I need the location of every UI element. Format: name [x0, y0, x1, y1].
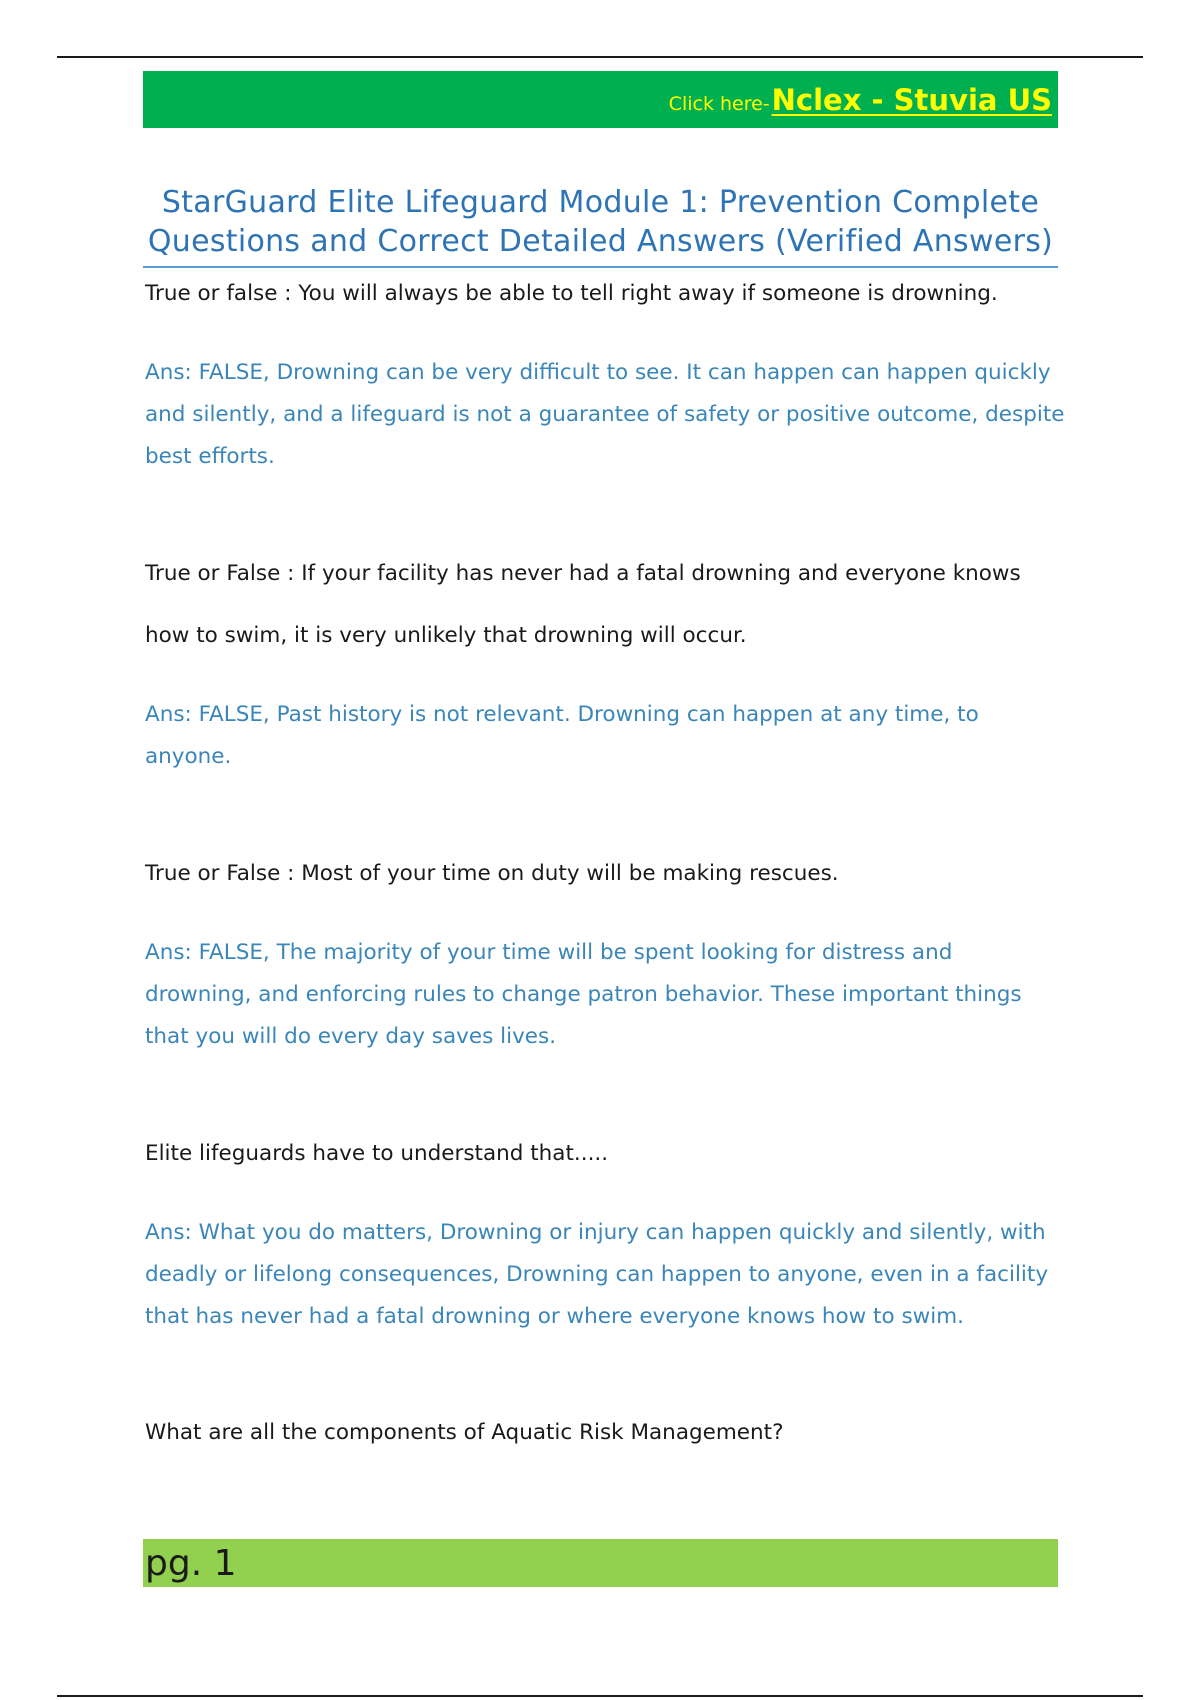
question-3: True or False : Most of your time on duty will be making rescues. [145, 861, 839, 886]
title-line-2: Questions and Correct Detailed Answers (Verified Answers) [147, 224, 1054, 259]
answer-2-line: Ans: FALSE, Past history is not relevant. Drowning can happen at any time, to [145, 702, 979, 727]
answer-4-line: Ans: What you do matters, Drowning or injury can happen quickly and silently, with [145, 1220, 1046, 1245]
answer-3 [145, 932, 1065, 1058]
title-underline [143, 266, 1058, 268]
answer-1 [145, 352, 1065, 478]
question-1: True or false : You will always be able to tell right away if someone is drowning. [145, 281, 998, 306]
answer-4-line: deadly or lifelong consequences, Drowning can happen to anyone, even in a facility [145, 1262, 1049, 1287]
document-title [143, 183, 1058, 261]
top-rule [57, 56, 1143, 58]
answer-3-line: that you will do every day saves lives. [145, 1024, 557, 1049]
answer-4 [145, 1212, 1065, 1338]
header-prefix: Click here- [668, 92, 770, 115]
answer-4-line: that has never had a fatal drowning or where everyone knows how to swim. [145, 1304, 965, 1329]
question-2-line-1: True or False : If your facility has never had a fatal drowning and everyone knows [145, 561, 1021, 586]
question-5: What are all the components of Aquatic Risk Management? [145, 1420, 784, 1445]
answer-1-line: and silently, and a lifeguard is not a guarantee of safety or positive outcome, despite [145, 402, 1065, 427]
header-banner [143, 71, 1058, 128]
answer-3-line: drowning, and enforcing rules to change patron behavior. These important things [145, 982, 1022, 1007]
answer-1-line: Ans: FALSE, Drowning can be very difficult to see. It can happen can happen quickly [145, 360, 1051, 385]
question-2-line-2: how to swim, it is very unlikely that drowning will occur. [145, 623, 747, 648]
stuvia-link[interactable]: Nclex - Stuvia US [771, 82, 1052, 117]
answer-2 [145, 694, 1065, 778]
answer-3-line: Ans: FALSE, The majority of your time will be spent looking for distress and [145, 940, 953, 965]
title-line-1: StarGuard Elite Lifeguard Module 1: Prevention Complete [161, 185, 1040, 220]
answer-2-line: anyone. [145, 744, 232, 769]
page-footer-band [143, 1539, 1058, 1587]
page-number: pg. 1 [145, 1542, 237, 1584]
question-4: Elite lifeguards have to understand that..... [145, 1141, 609, 1166]
bottom-rule [57, 1695, 1143, 1697]
answer-1-line: best efforts. [145, 444, 275, 469]
